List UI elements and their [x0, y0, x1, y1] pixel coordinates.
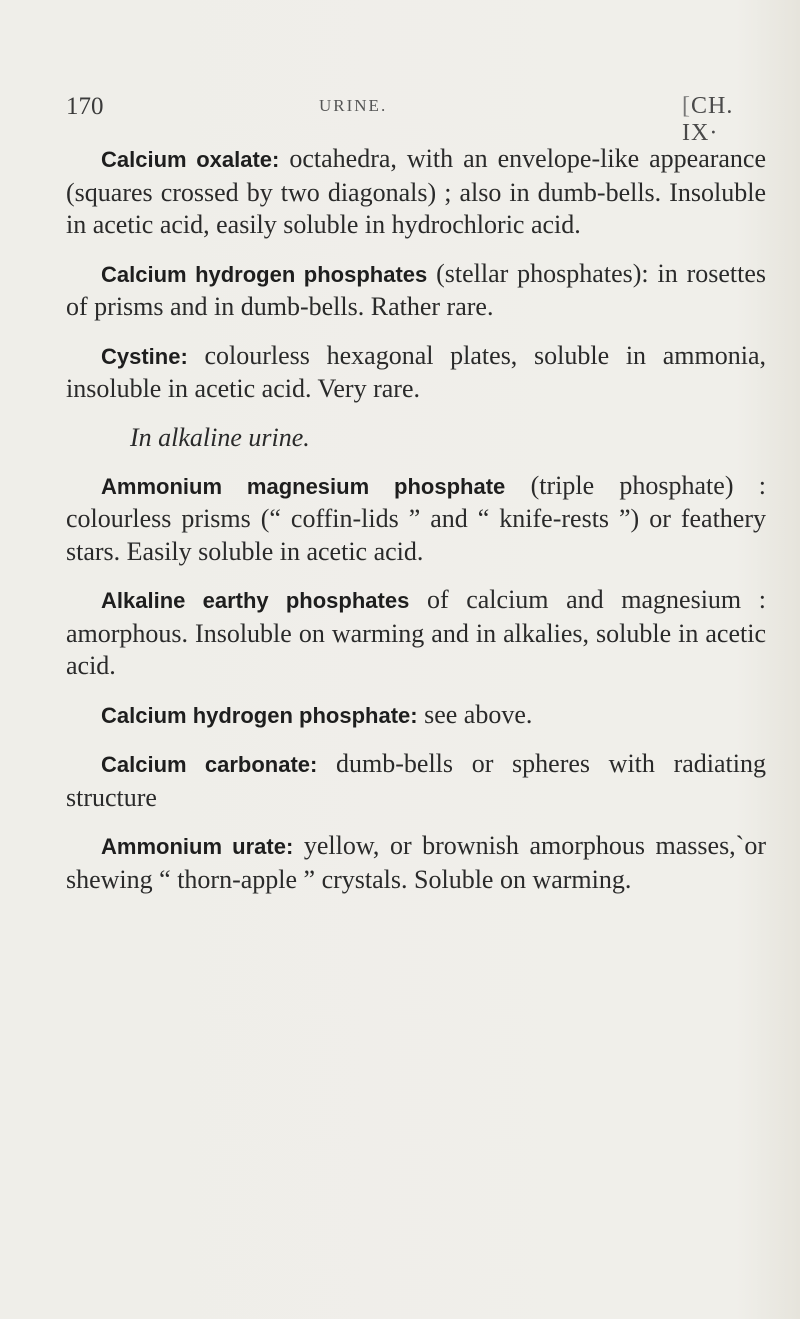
entry-term: Cystine:	[101, 343, 188, 369]
entry-description: (stellar phosphates): in rosettes of prisms and in dumb-bells. Rather rare.	[66, 258, 766, 321]
chapter-bracket: [	[682, 93, 691, 119]
page-header	[66, 93, 766, 146]
entry-calcium-hydrogen-phosphate	[66, 699, 766, 733]
chapter-reference	[682, 93, 766, 147]
entry-ammonium-urate	[66, 830, 766, 896]
entry-description: see above.	[424, 699, 533, 729]
chapter-label: CH. IX·	[682, 93, 734, 146]
entry-term: Calcium hydrogen phosphates	[101, 261, 428, 287]
running-title: URINE.	[319, 96, 388, 115]
entry-term: Calcium carbonate:	[101, 752, 318, 777]
entry-term: Calcium hydrogen phosphate:	[101, 702, 418, 728]
entry-term: Calcium oxalate:	[101, 147, 280, 172]
entry-term: Alkaline earthy phosphates	[101, 588, 410, 613]
entry-term: Ammonium urate:	[101, 834, 294, 859]
entry-description: dumb-bells or spheres with radiating structure	[66, 749, 766, 812]
entry-calcium-oxalate	[66, 143, 766, 242]
page-number: 170	[66, 93, 104, 120]
entry-calcium-hydrogen-phosphates	[66, 258, 766, 324]
entry-description: (triple phosphate) : colourless prisms (“ coffin-lids ” and “ knife-rests ”) or feathery stars. Easily soluble in acetic acid.	[66, 470, 766, 566]
section-title: In alkaline urine.	[130, 422, 310, 452]
entry-description: of calcium and magnesium : amorphous. Insoluble on warming and in alkalies, soluble in acetic acid.	[66, 585, 766, 680]
entry-ammonium-magnesium-phosphate	[66, 470, 766, 569]
entry-description: octahedra, with an envelope-like appearance (squares crossed by two diagonals) ; also in dumb-bells. Insoluble in acetic acid, easily soluble in hydrochloric acid.	[66, 144, 767, 239]
entry-alkaline-earthy-phosphates	[66, 584, 766, 683]
page-body	[66, 143, 766, 896]
entry-description: yellow, or brownish amorphous masses,`or shewing “ thorn-apple ” crystals. Soluble on warming.	[66, 831, 766, 894]
entry-cystine	[66, 340, 766, 406]
entry-description: colourless hexagonal plates, soluble in ammonia, insoluble in acetic acid. Very rare.	[66, 340, 766, 403]
entry-calcium-carbonate	[66, 748, 766, 814]
entry-term: Ammonium magnesium phosphate	[101, 473, 506, 499]
